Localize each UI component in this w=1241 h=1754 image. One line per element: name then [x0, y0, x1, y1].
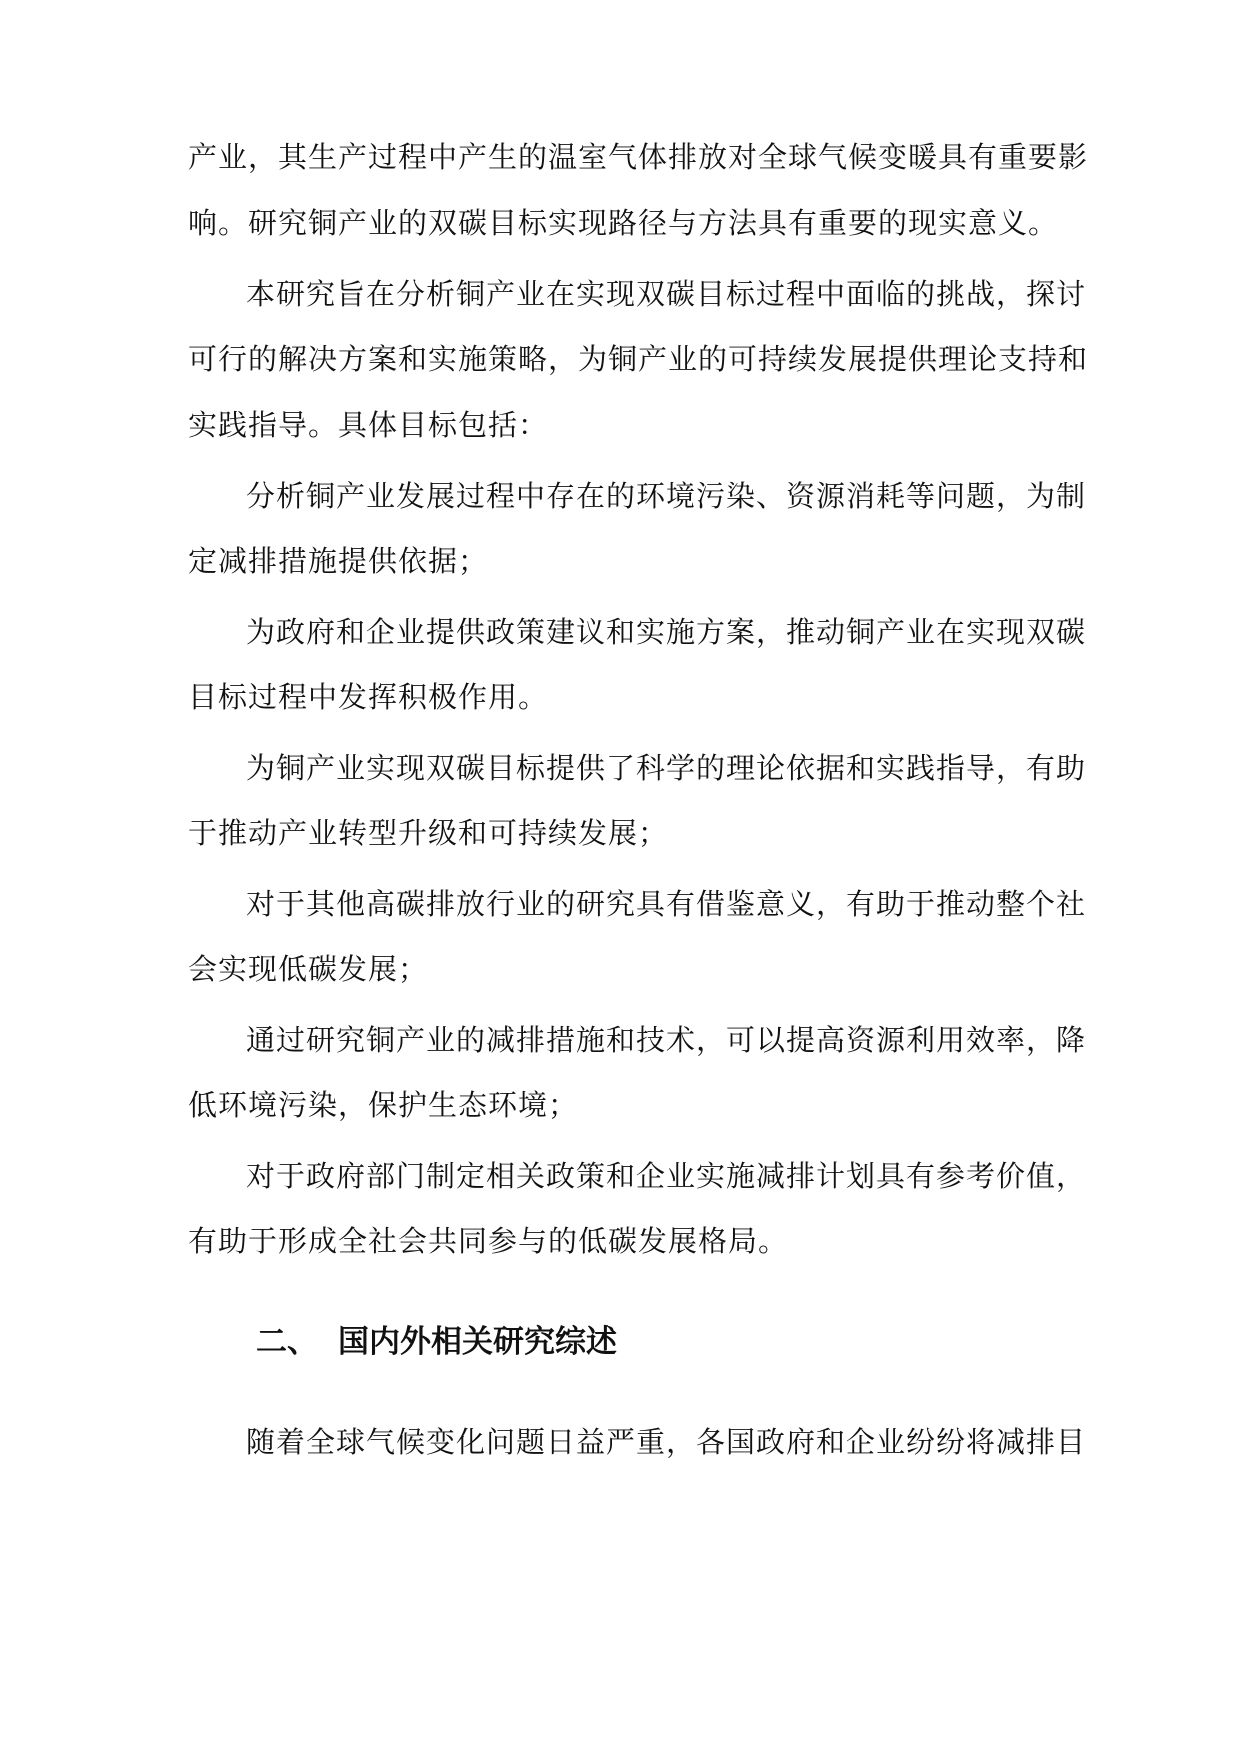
body-line: 于推动产业转型升级和可持续发展； [188, 816, 669, 850]
paragraph-first-line: 为政府和企业提供政策建议和实施方案，推动铜产业在实现双碳 [246, 615, 1087, 649]
body-line: 低环境污染，保护生态环境； [188, 1088, 579, 1122]
body-line: 可行的解决方案和实施策略，为铜产业的可持续发展提供理论支持和 [188, 342, 1089, 376]
paragraph-first-line: 通过研究铜产业的减排措施和技术，可以提高资源利用效率，降 [246, 1023, 1087, 1057]
paragraph-first-line: 分析铜产业发展过程中存在的环境污染、资源消耗等问题，为制 [246, 479, 1087, 513]
body-line: 会实现低碳发展； [188, 952, 429, 986]
body-line: 有助于形成全社会共同参与的低碳发展格局。 [188, 1224, 789, 1258]
body-line: 响。研究铜产业的双碳目标实现路径与方法具有重要的现实意义。 [188, 206, 1059, 240]
paragraph-first-line: 随着全球气候变化问题日益严重，各国政府和企业纷纷将减排目 [246, 1425, 1087, 1459]
paragraph-first-line: 为铜产业实现双碳目标提供了科学的理论依据和实践指导，有助 [246, 751, 1087, 785]
body-line: 实践指导。具体目标包括： [188, 408, 549, 442]
body-line: 定减排措施提供依据； [188, 544, 489, 578]
paragraph-first-line: 本研究旨在分析铜产业在实现双碳目标过程中面临的挑战，探讨 [246, 277, 1087, 311]
section-title: 国内外相关研究综述 [338, 1324, 617, 1360]
body-line: 产业，其生产过程中产生的温室气体排放对全球气候变暖具有重要影 [188, 140, 1089, 174]
section-heading [256, 1323, 617, 1361]
paragraph-first-line: 对于其他高碳排放行业的研究具有借鉴意义，有助于推动整个社 [246, 887, 1087, 921]
body-line: 目标过程中发挥积极作用。 [188, 680, 549, 714]
paragraph-first-line: 对于政府部门制定相关政策和企业实施减排计划具有参考价值， [246, 1159, 1087, 1193]
section-number: 二、 [256, 1324, 318, 1360]
